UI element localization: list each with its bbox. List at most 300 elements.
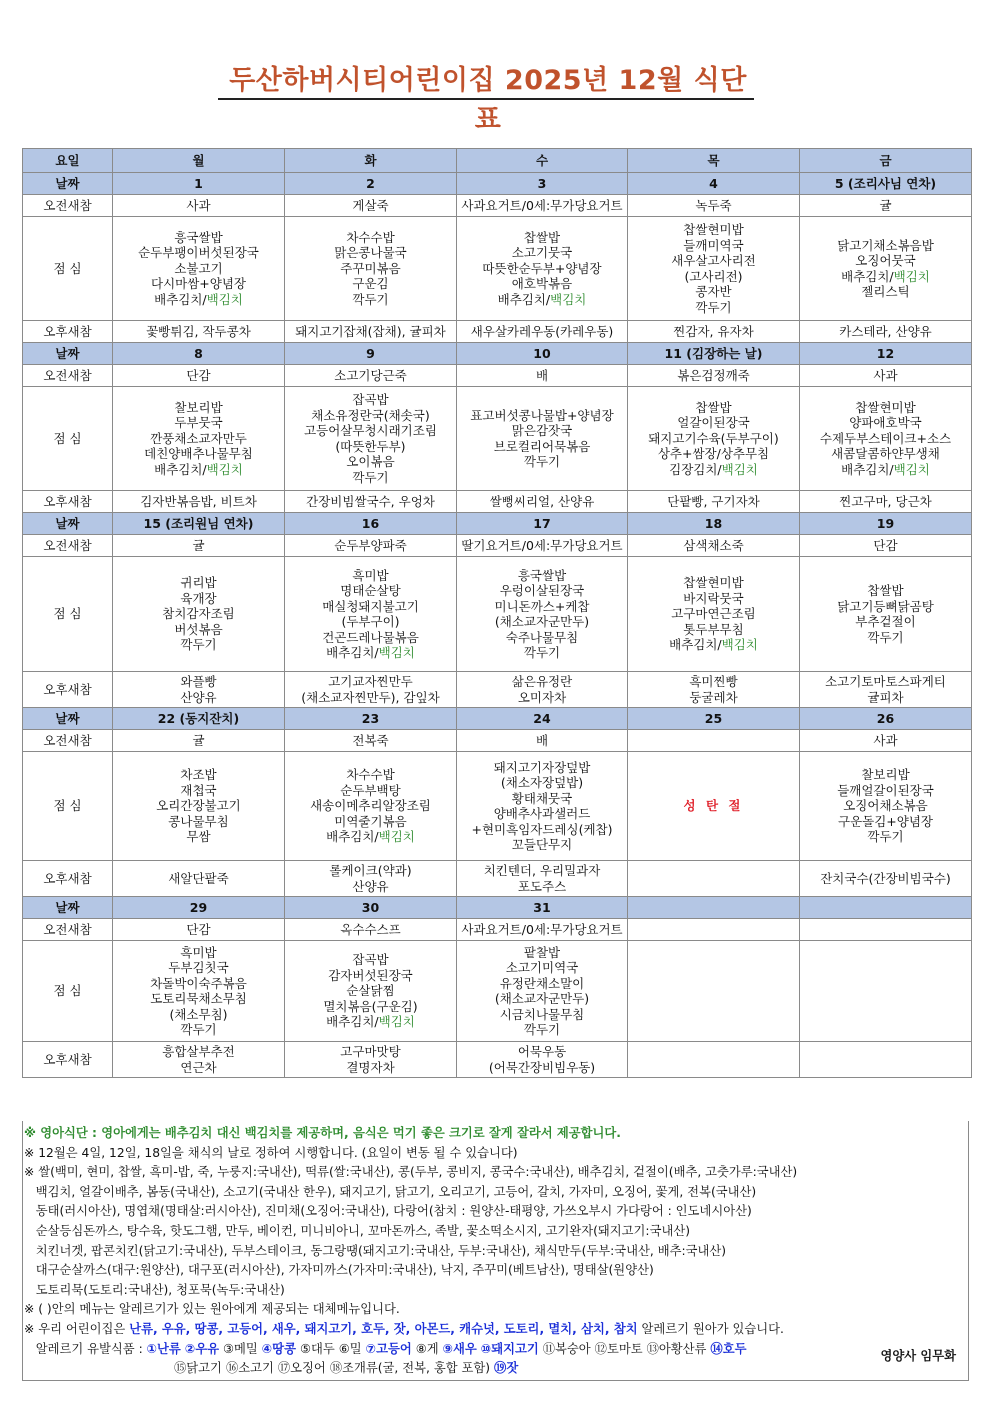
lunch-cell (628, 752, 800, 861)
date-row (23, 897, 972, 919)
menu-item: 유정란채소말이 (499, 975, 585, 991)
menu-item: 데친양배추나물무침 (144, 446, 253, 462)
menu-item: 육개장 (180, 590, 217, 606)
menu-item: 명태순살탕 (340, 583, 401, 598)
menu-item: (채소교자군만두) (494, 991, 590, 1006)
menu-item: 양배추사과샐러드 (493, 806, 591, 821)
origin-line: 동태(러시아산), 명엽채(명태살:러시아산), 진미채(오징어:국내산), 다랑어(참치 : 원양산-태평양, 가쓰오부시 가다랑어 : 인도네시아산) (24, 1204, 752, 1219)
pm-snack-cell: 간장비빔쌀국수, 우엉차 (285, 491, 457, 513)
menu-item: 팥찰밥 (523, 944, 561, 960)
menu-item: 채소유정란국(채솟국) (311, 407, 430, 423)
date-cell (628, 897, 800, 919)
date-cell: 12 (800, 343, 972, 365)
menu-item: 애호박볶음 (511, 276, 573, 292)
lunch-row (23, 217, 972, 321)
menu-item: 흥국쌀밥 (174, 229, 223, 245)
menu-item: 차조밥 (180, 767, 217, 783)
menu-item: 닭고기등뼈닭곰탕 (837, 598, 934, 614)
am-snack-cell: 사과 (113, 195, 285, 217)
row-label: 점 심 (23, 217, 113, 321)
lunch-cell (457, 752, 628, 861)
lunch-cell (285, 941, 457, 1042)
menu-item: 찰보리밥 (174, 399, 223, 415)
allergen-item: ⑱조개류(굴, 전복, 홍합 포함) (329, 1361, 491, 1376)
menu-item: 잡곡밥 (352, 392, 389, 407)
am-snack-cell: 단감 (113, 365, 285, 387)
menu-item: 배추김치/백김치 (497, 291, 587, 307)
menu-item: 맑은콩나물국 (334, 245, 407, 261)
am-snack-row (23, 535, 972, 557)
header-cell: 목 (628, 149, 800, 173)
menu-item: 구운돌김+양념장 (838, 813, 933, 829)
header-cell: 화 (285, 149, 457, 173)
allergen-item: ⑲잣 (494, 1361, 519, 1376)
menu-item: 소고기뭇국 (511, 245, 573, 261)
menu-item: 표고버섯콩나물밥+양념장 (470, 407, 614, 423)
menu-item: 고등어살무청시래기조림 (304, 423, 437, 438)
menu-item: 흥국쌀밥 (517, 567, 567, 583)
lunch-cell (457, 217, 628, 321)
date-cell: 25 (628, 708, 800, 730)
am-snack-cell: 딸기요거트/0세:무가당요거트 (457, 535, 628, 557)
menu-item: 흑미밥 (180, 944, 217, 960)
menu-item: 깍두기 (695, 299, 732, 315)
menu-item: 잡곡밥 (352, 952, 389, 968)
date-cell: 26 (800, 708, 972, 730)
allergen-item: ①난류 (146, 1341, 181, 1356)
menu-item: 깍두기 (867, 629, 904, 645)
allergen-item: ④땅콩 (261, 1341, 296, 1356)
lunch-cell (285, 557, 457, 672)
menu-item: 미역줄기볶음 (334, 813, 407, 829)
menu-item: 고구마연근조림 (671, 606, 756, 622)
origin-info (24, 1163, 968, 1300)
allergen-item: ⑯소고기 (225, 1361, 274, 1376)
menu-item: 깍두기 (352, 291, 389, 307)
pm-snack-row (23, 672, 972, 708)
menu-item: 깍두기 (180, 1022, 217, 1037)
pm-snack-cell: 소고기토마토스파게티 귤피차 (800, 672, 972, 708)
lunch-row (23, 557, 972, 672)
menu-item: 소고기미역국 (505, 960, 579, 975)
row-label: 오후새참 (23, 861, 113, 897)
menu-item: 찹쌀밥 (695, 399, 732, 415)
allergy-list-cont (24, 1359, 968, 1379)
menu-item: (고사리전) (684, 268, 743, 284)
pm-snack-cell: 잔치국수(간장비빔국수) (800, 861, 972, 897)
menu-item: 순두부백탕 (340, 782, 401, 798)
menu-item: 깍두기 (523, 1022, 561, 1037)
menu-item: 깍두기 (523, 454, 561, 469)
menu-item: 매실청돼지불고기 (322, 598, 419, 614)
notes-section (22, 1121, 969, 1381)
date-cell: 5 (조리사님 연차) (800, 173, 972, 195)
menu-item: 배추김치/백김치 (326, 829, 415, 845)
row-label: 날짜 (23, 708, 113, 730)
menu-item: (따뜻한두부) (335, 438, 406, 454)
menu-item: 숙주나물무침 (505, 629, 579, 645)
menu-item: 깍두기 (867, 829, 904, 845)
date-cell: 17 (457, 513, 628, 535)
date-cell (800, 897, 972, 919)
menu-item: 김장김치/백김치 (669, 461, 758, 477)
am-snack-cell: 단감 (800, 535, 972, 557)
menu-item: 따뜻한순두부+양념장 (482, 260, 602, 276)
menu-item: 찹쌀밥 (867, 583, 904, 598)
menu-item: 찹쌀밥 (523, 229, 561, 245)
pm-snack-cell: 돼지고기잡채(잡채), 귤피차 (285, 321, 457, 343)
row-label: 오후새참 (23, 672, 113, 708)
lunch-cell (800, 387, 972, 491)
pm-snack-cell: 고기교자찐만두 (채소교자찐만두), 감잎차 (285, 672, 457, 708)
menu-item: 다시마쌈+양념장 (151, 276, 246, 292)
menu-item: 감자버섯된장국 (328, 967, 413, 983)
menu-item: (채소무침) (169, 1006, 228, 1022)
date-cell: 8 (113, 343, 285, 365)
menu-item: 흑미밥 (352, 567, 389, 583)
pm-snack-cell (800, 1042, 972, 1078)
lunch-cell (628, 387, 800, 491)
menu-item: 양파애호박국 (849, 415, 922, 431)
am-snack-cell (800, 919, 972, 941)
menu-item: 황태채뭇국 (511, 790, 573, 806)
lunch-cell (285, 752, 457, 861)
menu-item: 차수수밥 (346, 767, 395, 783)
am-snack-cell (628, 730, 800, 752)
allergen-item: ⑭호두 (710, 1341, 747, 1356)
pm-snack-cell: 새알단팥죽 (113, 861, 285, 897)
pm-snack-cell: 와플빵 산양유 (113, 672, 285, 708)
allergen-item: ⑧게 (415, 1341, 439, 1356)
lunch-row (23, 752, 972, 861)
menu-item: 순살닭찜 (346, 983, 395, 999)
am-snack-cell: 녹두죽 (628, 195, 800, 217)
page-title: 두산하버시티어린이집 2025년 12월 식단표 (229, 65, 747, 135)
date-row (23, 343, 972, 365)
menu-item: 배추김치/백김치 (669, 637, 758, 653)
pm-snack-cell: 새우살카레우동(카레우동) (457, 321, 628, 343)
row-label: 점 심 (23, 752, 113, 861)
menu-item: 우렁이살된장국 (499, 583, 585, 598)
row-label: 날짜 (23, 343, 113, 365)
row-label: 오후새참 (23, 321, 113, 343)
menu-item: 차수수밥 (346, 229, 395, 245)
allergen-item: ⑤대두 (299, 1341, 335, 1356)
menu-item: 도토리묵채소무침 (150, 991, 247, 1006)
date-cell: 29 (113, 897, 285, 919)
menu-item: 찹쌀현미밥 (683, 222, 744, 237)
menu-item: 들깨얼갈이된장국 (837, 782, 934, 798)
menu-item: 깐풍채소교자만두 (150, 430, 247, 446)
menu-item: 시금치나물무침 (499, 1006, 585, 1022)
date-cell: 3 (457, 173, 628, 195)
row-label: 날짜 (23, 897, 113, 919)
menu-item: 버섯볶음 (174, 621, 223, 637)
am-snack-cell: 게살죽 (285, 195, 457, 217)
menu-item: 배추김치/백김치 (326, 1014, 415, 1030)
am-snack-cell: 배 (457, 730, 628, 752)
note-alternative: ※ ( )안의 메뉴는 알레르기가 있는 원아에게 제공되는 대체메뉴입니다. (24, 1302, 400, 1317)
pm-snack-cell: 어묵우동 (어묵간장비빔우동) (457, 1042, 628, 1078)
pm-snack-cell: 롤케이크(약과) 산양유 (285, 861, 457, 897)
lunch-row (23, 941, 972, 1042)
lunch-cell (628, 941, 800, 1042)
menu-item: 톳두부무침 (683, 621, 744, 637)
menu-item: 미니돈까스+케찹 (494, 598, 590, 614)
row-label: 오후새참 (23, 1042, 113, 1078)
menu-item: +현미흑임자드레싱(케찹) (471, 821, 613, 837)
date-cell: 23 (285, 708, 457, 730)
menu-item: 오징어뭇국 (855, 253, 916, 268)
date-cell: 31 (457, 897, 628, 919)
am-snack-row (23, 195, 972, 217)
pm-snack-cell: 흑미찐빵 둥굴레차 (628, 672, 800, 708)
pm-snack-cell: 카스테라, 산양유 (800, 321, 972, 343)
row-label: 오후새참 (23, 491, 113, 513)
row-label: 오전새참 (23, 365, 113, 387)
lunch-cell (285, 387, 457, 491)
menu-item: (두부구이) (341, 614, 400, 629)
pm-snack-cell (628, 1042, 800, 1078)
lunch-cell (457, 557, 628, 672)
note-infant: ※ 영아식단 : 영아에게는 배추김치 대신 백김치를 제공하며, 음식은 먹기 좋은 크기로 잘게 잘라서 제공합니다. (24, 1126, 621, 1140)
lunch-row (23, 387, 972, 491)
menu-item: 건곤드레나물볶음 (322, 629, 419, 645)
menu-item: 배추김치/백김치 (326, 645, 415, 660)
pm-snack-cell: 찐고구마, 당근차 (800, 491, 972, 513)
lunch-cell (800, 752, 972, 861)
menu-item: 콩자반 (695, 284, 732, 299)
am-snack-cell: 옥수수스프 (285, 919, 457, 941)
lunch-cell (628, 557, 800, 672)
date-cell: 24 (457, 708, 628, 730)
lunch-cell (113, 557, 285, 672)
menu-item: 돼지고기수육(두부구이) (648, 430, 779, 446)
lunch-cell (457, 387, 628, 491)
allergen-item: ⑬아황산류 (646, 1341, 707, 1356)
pm-snack-row (23, 491, 972, 513)
menu-item: 찹쌀현미밥 (683, 575, 744, 591)
pm-snack-row (23, 861, 972, 897)
note-allergy: ※ 우리 어린이집은 난류, 우유, 땅콩, 고등어, 새우, 돼지고기, 호두, 잣, 아몬드, 캐슈넛, 도토리, 멸치, 삼치, 참치 알레르기 원아가 있습니다. (24, 1321, 784, 1336)
row-label: 점 심 (23, 557, 113, 672)
pm-snack-cell: 김자반볶음밥, 비트차 (113, 491, 285, 513)
lunch-cell (457, 941, 628, 1042)
lunch-cell (113, 752, 285, 861)
menu-item: 닭고기채소볶음밥 (837, 237, 934, 253)
origin-line: 치킨너겟, 팝콘치킨(닭고기:국내산), 두부스테이크, 동그랑땡(돼지고기:국내산, 두부:국내산), 채식만두(두부:국내산, 배추:국내산) (24, 1243, 727, 1258)
menu-item: 깍두기 (180, 637, 217, 653)
allergen-item: ⑫토마토 (594, 1341, 643, 1356)
menu-item: 오이볶음 (346, 454, 395, 469)
date-cell: 18 (628, 513, 800, 535)
date-cell: 22 (동지잔치) (113, 708, 285, 730)
am-snack-cell: 단감 (113, 919, 285, 941)
menu-item: 바지락뭇국 (683, 590, 744, 606)
menu-item: 돼지고기자장덮밥 (493, 759, 591, 775)
lunch-cell (113, 217, 285, 321)
menu-item: 성 탄 절 (683, 798, 744, 814)
allergen-item: ⑰오징어 (277, 1361, 326, 1376)
pm-snack-cell: 흥합살부추전 연근차 (113, 1042, 285, 1078)
lunch-cell (285, 217, 457, 321)
menu-item: 새콤달콤하얀무생채 (831, 446, 940, 462)
lunch-cell (800, 217, 972, 321)
am-snack-cell: 사과요거트/0세:무가당요거트 (457, 919, 628, 941)
am-snack-cell: 순두부양파죽 (285, 535, 457, 557)
date-cell: 10 (457, 343, 628, 365)
menu-item: 재첩국 (180, 782, 217, 798)
allergen-item: ⑦고등어 (365, 1341, 412, 1356)
am-snack-cell: 귤 (113, 535, 285, 557)
allergen-item: ⑩돼지고기 (480, 1341, 539, 1356)
date-row (23, 513, 972, 535)
menu-item: 맑은감잣국 (511, 423, 573, 438)
origin-line: 대구순살까스(대구:원양산), 대구포(러시아산), 가자미까스(가자미:국내산), 낙지, 주꾸미(베트남산), 명태살(원양산) (24, 1263, 654, 1278)
pm-snack-row (23, 321, 972, 343)
menu-item: 젤리스틱 (861, 284, 910, 299)
menu-item: (채소자장덮밥) (500, 775, 584, 790)
pm-snack-row (23, 1042, 972, 1078)
row-label: 점 심 (23, 387, 113, 491)
menu-item: 두부뭇국 (174, 415, 223, 431)
date-cell: 16 (285, 513, 457, 535)
pm-snack-cell: 찐감자, 유자차 (628, 321, 800, 343)
title-underline (218, 98, 754, 100)
pm-snack-cell: 꽃빵튀김, 작두콩차 (113, 321, 285, 343)
menu-item: 깍두기 (523, 645, 561, 660)
am-snack-cell: 삼색채소죽 (628, 535, 800, 557)
menu-item: 소불고기 (174, 260, 223, 276)
date-cell: 4 (628, 173, 800, 195)
pm-snack-cell: 쌀뻥씨리얼, 산양유 (457, 491, 628, 513)
menu-item: 배추김치/백김치 (841, 268, 930, 284)
am-snack-cell: 사과 (800, 365, 972, 387)
am-snack-cell: 귤 (800, 195, 972, 217)
menu-item: 콩나물무침 (168, 813, 229, 829)
origin-line: 도토리묵(도토리:국내산), 청포묵(녹두:국내산) (24, 1282, 285, 1297)
menu-item: 오징어채소볶음 (843, 798, 928, 814)
menu-table (22, 148, 972, 1078)
row-label: 날짜 (23, 513, 113, 535)
am-snack-cell: 사과 (800, 730, 972, 752)
menu-item: 상추+쌈장/상추무침 (657, 446, 770, 462)
menu-item: 새우살고사리전 (671, 253, 756, 268)
menu-item: 무쌈 (186, 829, 211, 845)
lunch-cell (628, 217, 800, 321)
pm-snack-cell: 단팥빵, 구기자차 (628, 491, 800, 513)
menu-item: 주꾸미볶음 (340, 260, 401, 276)
menu-item: 깍두기 (352, 469, 389, 485)
date-cell: 1 (113, 173, 285, 195)
am-snack-cell: 배 (457, 365, 628, 387)
pm-snack-cell (628, 861, 800, 897)
menu-item: 브로컬리어묵볶음 (493, 438, 591, 454)
menu-item: 꼬들단무지 (511, 837, 573, 852)
pm-snack-cell: 치킨텐더, 우리밀과자 포도주스 (457, 861, 628, 897)
origin-line: 순살등심돈까스, 탕수육, 핫도그햄, 만두, 베이컨, 미니비아니, 꼬마돈까스, 족발, 꽃소떡소시지, 고기완자(돼지고기:국내산) (24, 1223, 691, 1238)
menu-item: 귀리밥 (180, 575, 217, 591)
menu-item: 차돌박이숙주볶음 (150, 975, 247, 991)
menu-item: 찹쌀현미밥 (855, 399, 916, 415)
row-label: 오전새참 (23, 535, 113, 557)
allergen-item: ②우유 (184, 1341, 219, 1356)
lunch-cell (800, 557, 972, 672)
lunch-cell (800, 941, 972, 1042)
allergen-item: ⑮닭고기 (174, 1361, 222, 1376)
date-cell: 11 (김장하는 날) (628, 343, 800, 365)
date-row (23, 708, 972, 730)
date-row (23, 173, 972, 195)
menu-item: 부추겉절이 (855, 614, 916, 629)
menu-item: 참치감자조림 (162, 606, 235, 622)
lunch-cell (113, 941, 285, 1042)
am-snack-row (23, 730, 972, 752)
header-cell: 요일 (23, 149, 113, 173)
row-label: 오전새참 (23, 730, 113, 752)
pm-snack-cell: 고구마맛탕 결명자차 (285, 1042, 457, 1078)
menu-item: 들깨미역국 (683, 237, 744, 253)
date-cell: 30 (285, 897, 457, 919)
origin-line: ※ 쌀(백미, 현미, 찹쌀, 흑미-밥, 죽, 누룽지:국내산), 떡류(쌀:국내산), 콩(두부, 콩비지, 콩국수:국내산), 배추김치, 겉절이(배추, 고춧가루:국내산) (24, 1165, 798, 1180)
menu-item: 새송이메추리알장조림 (310, 798, 431, 814)
menu-item: 찰보리밥 (861, 767, 910, 783)
am-snack-cell: 전복죽 (285, 730, 457, 752)
header-cell: 금 (800, 149, 972, 173)
allergen-item: ③메밀 (222, 1341, 258, 1356)
allergen-item: ⑪복숭아 (542, 1341, 591, 1356)
row-label: 오전새참 (23, 919, 113, 941)
date-cell: 9 (285, 343, 457, 365)
row-label: 점 심 (23, 941, 113, 1042)
date-cell: 2 (285, 173, 457, 195)
am-snack-cell: 귤 (113, 730, 285, 752)
row-label: 날짜 (23, 173, 113, 195)
menu-item: 수제두부스테이크+소스 (819, 430, 952, 446)
menu-item: 배추김치/백김치 (154, 461, 243, 477)
header-cell: 월 (113, 149, 285, 173)
date-cell: 19 (800, 513, 972, 535)
header-row (23, 149, 972, 173)
pm-snack-cell: 삶은유정란 오미자차 (457, 672, 628, 708)
menu-item: 얼갈이된장국 (677, 415, 750, 431)
am-snack-row (23, 919, 972, 941)
am-snack-cell (628, 919, 800, 941)
menu-item: 배추김치/백김치 (154, 291, 243, 307)
menu-item: (채소교자군만두) (494, 614, 590, 629)
am-snack-row (23, 365, 972, 387)
note-vegetarian: ※ 12월은 4일, 12일, 18일을 채식의 날로 정하여 시행합니다. (요일이 변동 될 수 있습니다) (24, 1145, 518, 1160)
date-cell: 15 (조리원님 연차) (113, 513, 285, 535)
header-cell: 수 (457, 149, 628, 173)
menu-item: 구운김 (352, 276, 389, 292)
am-snack-cell: 볶은검정깨죽 (628, 365, 800, 387)
row-label: 오전새참 (23, 195, 113, 217)
am-snack-cell: 사과요거트/0세:무가당요거트 (457, 195, 628, 217)
allergen-item: ⑨새우 (442, 1341, 477, 1356)
menu-item: 배추김치/백김치 (841, 461, 930, 477)
origin-line: 백김치, 얼갈이배추, 봄동(국내산), 소고기(국내산 한우), 돼지고기, 닭고기, 오리고기, 고등어, 갈치, 가자미, 오징어, 꽃게, 전복(국내산) (24, 1184, 757, 1199)
am-snack-cell: 소고기당근죽 (285, 365, 457, 387)
menu-item: 오리간장불고기 (156, 798, 241, 814)
allergy-list: 알레르기 유발식품 : ①난류 ②우유 ③메밀 ④땅콩 ⑤대두 ⑥밀 ⑦고등어 ⑧게 ⑨새우 ⑩돼지고기 ⑪복숭아 ⑫토마토 ⑬아황산류 ⑭호두 (24, 1341, 747, 1356)
lunch-cell (113, 387, 285, 491)
menu-item: 순두부팽이버섯된장국 (138, 245, 259, 261)
allergen-item: ⑥밀 (338, 1341, 362, 1356)
menu-item: 멸치볶음(구운김) (323, 998, 418, 1014)
signature: 영양사 임무화 (880, 1349, 956, 1363)
menu-item: 두부김칫국 (168, 960, 229, 975)
